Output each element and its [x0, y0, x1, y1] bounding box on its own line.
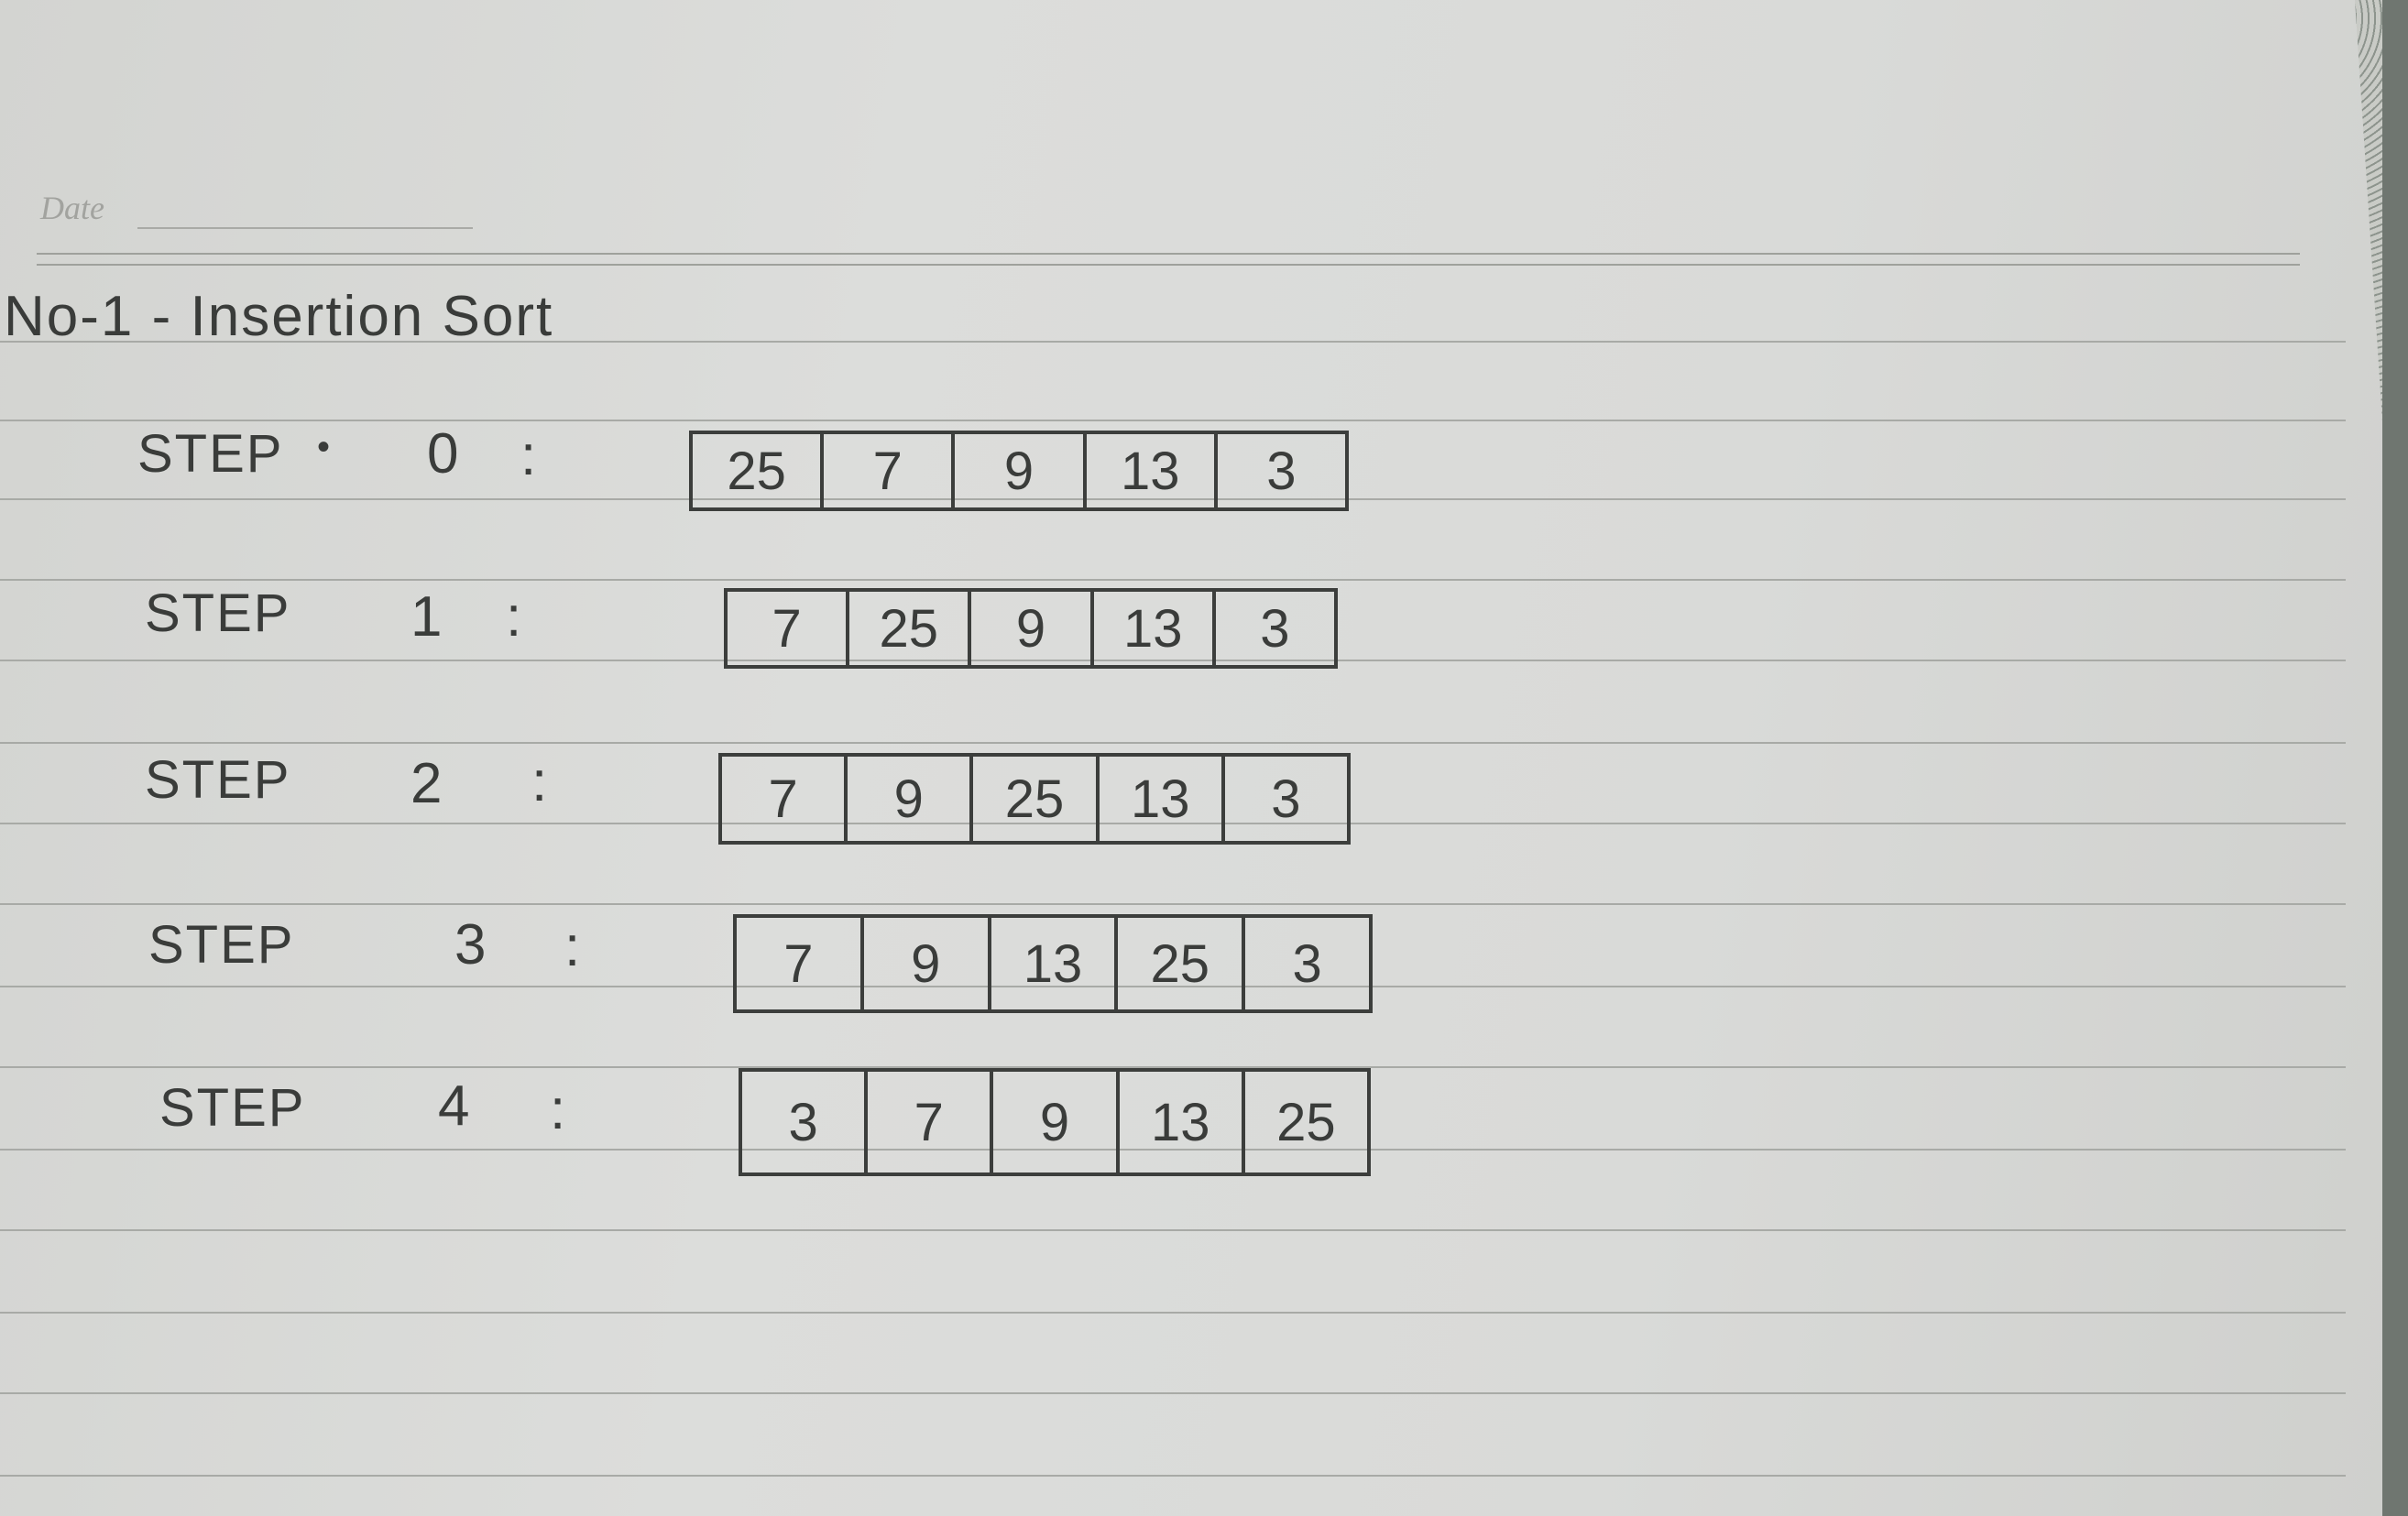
- header-rule-bottom: [37, 264, 2300, 266]
- array-cell: 13: [991, 918, 1119, 1009]
- array-cell: 7: [737, 918, 864, 1009]
- ruled-line: [0, 1312, 2346, 1314]
- ruled-line: [0, 1475, 2346, 1477]
- step-label: STEP: [137, 424, 284, 484]
- array-cell: 25: [693, 434, 824, 507]
- array-cell: 13: [1094, 592, 1216, 665]
- ruled-line: [0, 742, 2346, 744]
- array-cell: 13: [1100, 757, 1225, 841]
- array-cell: 7: [824, 434, 955, 507]
- header-rule-top: [37, 253, 2300, 255]
- step-separator: •: [317, 427, 333, 467]
- step-colon: :: [506, 585, 524, 649]
- array-cell: 3: [742, 1072, 868, 1172]
- array-cell: 25: [1118, 918, 1245, 1009]
- array-cell: 9: [971, 592, 1093, 665]
- array-cell: 25: [849, 592, 971, 665]
- page-title: No-1 - Insertion Sort: [4, 285, 554, 348]
- array-cell: 13: [1087, 434, 1218, 507]
- array-step-4: [739, 1068, 1371, 1176]
- array-cell: 25: [1276, 1092, 1336, 1152]
- step-colon: :: [550, 1078, 568, 1141]
- step-label: STEP: [159, 1078, 306, 1138]
- array-cell: 9: [864, 918, 991, 1009]
- date-label: Date: [40, 190, 104, 226]
- array-step-3: [733, 914, 1373, 1013]
- array-cell: 9: [993, 1072, 1119, 1172]
- step-number: 2: [410, 752, 444, 815]
- ruled-line: [0, 903, 2346, 905]
- array-cell: 3: [1292, 933, 1322, 994]
- step-number: 3: [454, 913, 488, 976]
- step-number: 0: [427, 422, 461, 485]
- array-cell: 25: [973, 757, 1099, 841]
- ruled-line: [0, 1392, 2346, 1394]
- step-colon: :: [531, 750, 550, 813]
- array-step-1: [724, 588, 1338, 669]
- array-step-2: [718, 753, 1351, 845]
- step-number: 1: [410, 585, 444, 649]
- page-corner-background: [2272, 0, 2382, 421]
- array-cell: 3: [1266, 441, 1297, 501]
- step-colon: :: [564, 915, 583, 978]
- step-label: STEP: [145, 750, 291, 810]
- ruled-line: [0, 420, 2346, 421]
- step-label: STEP: [148, 915, 295, 975]
- array-step-0: [689, 431, 1349, 511]
- array-cell: 3: [1260, 598, 1290, 659]
- array-cell: 3: [1271, 769, 1301, 829]
- date-underline: [137, 227, 473, 229]
- ruled-line: [0, 1229, 2346, 1231]
- array-cell: 7: [868, 1072, 993, 1172]
- step-number: 4: [438, 1074, 472, 1138]
- ruled-line: [0, 579, 2346, 581]
- array-cell: 7: [722, 757, 848, 841]
- array-cell: 13: [1120, 1072, 1245, 1172]
- array-cell: 7: [728, 592, 849, 665]
- array-cell: 9: [848, 757, 973, 841]
- step-colon: :: [520, 424, 539, 487]
- step-label: STEP: [145, 583, 291, 643]
- array-cell: 9: [955, 434, 1086, 507]
